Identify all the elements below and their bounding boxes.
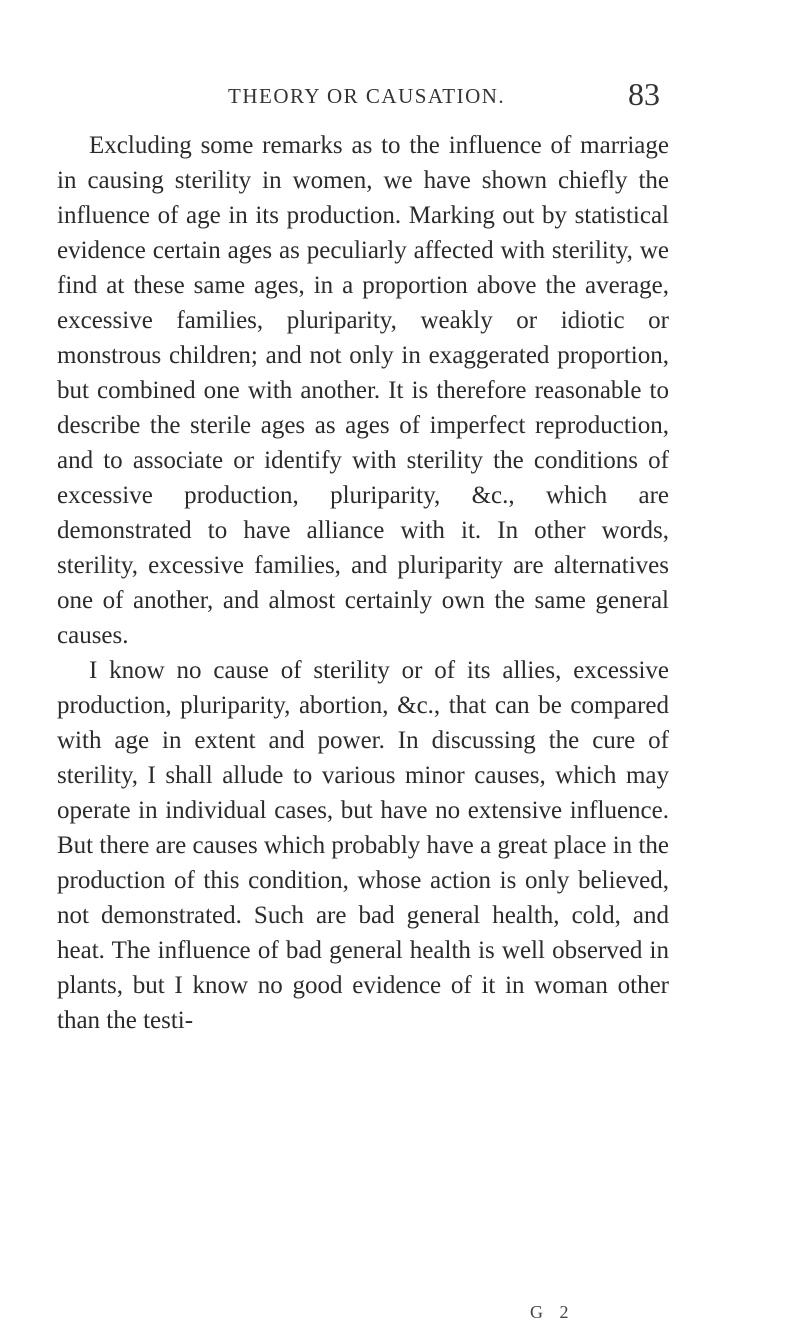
running-head: THEORY OR CAUSATION.	[228, 84, 506, 108]
signature-mark: G 2	[530, 1302, 575, 1322]
body-text	[57, 128, 669, 1038]
paragraph-1: Excluding some remarks as to the influence of marriage in causing sterility in women, we have shown chiefly the influence of age in its production. Marking out by statistical evidence certain ages as peculiarly affected with sterility, we find at these same ages, in a proportion above the average, excessive families, pluriparity, weakly or idiotic or monstrous children; and not only in exaggerated proportion, but combined one with another. It is therefore reasonable to describe the sterile ages as ages of imperfect reproduction, and to associate or identify with sterility the conditions of excessive production, pluriparity, &c., which are demonstrated to have alliance with it. In other words, sterility, excessive families, and pluriparity are alternatives one of another, and almost certainly own the same general causes.	[57, 132, 669, 649]
paragraph-2: I know no cause of sterility or of its allies, excessive production, pluriparity, abortion, &c., that can be compared with age in extent and power. In discussing the cure of sterility, I shall allude to various minor causes, which may operate in individual cases, but have no extensive influence. But there are causes which probably have a great place in the production of this condition, whose action is only believed, not demonstrated. Such are bad general health, cold, and heat. The influence of bad general health is well observed in plants, but I know no good evidence of it in woman other than the testi-	[57, 657, 669, 1034]
page-number: 83	[628, 76, 660, 112]
page-header	[228, 76, 660, 116]
